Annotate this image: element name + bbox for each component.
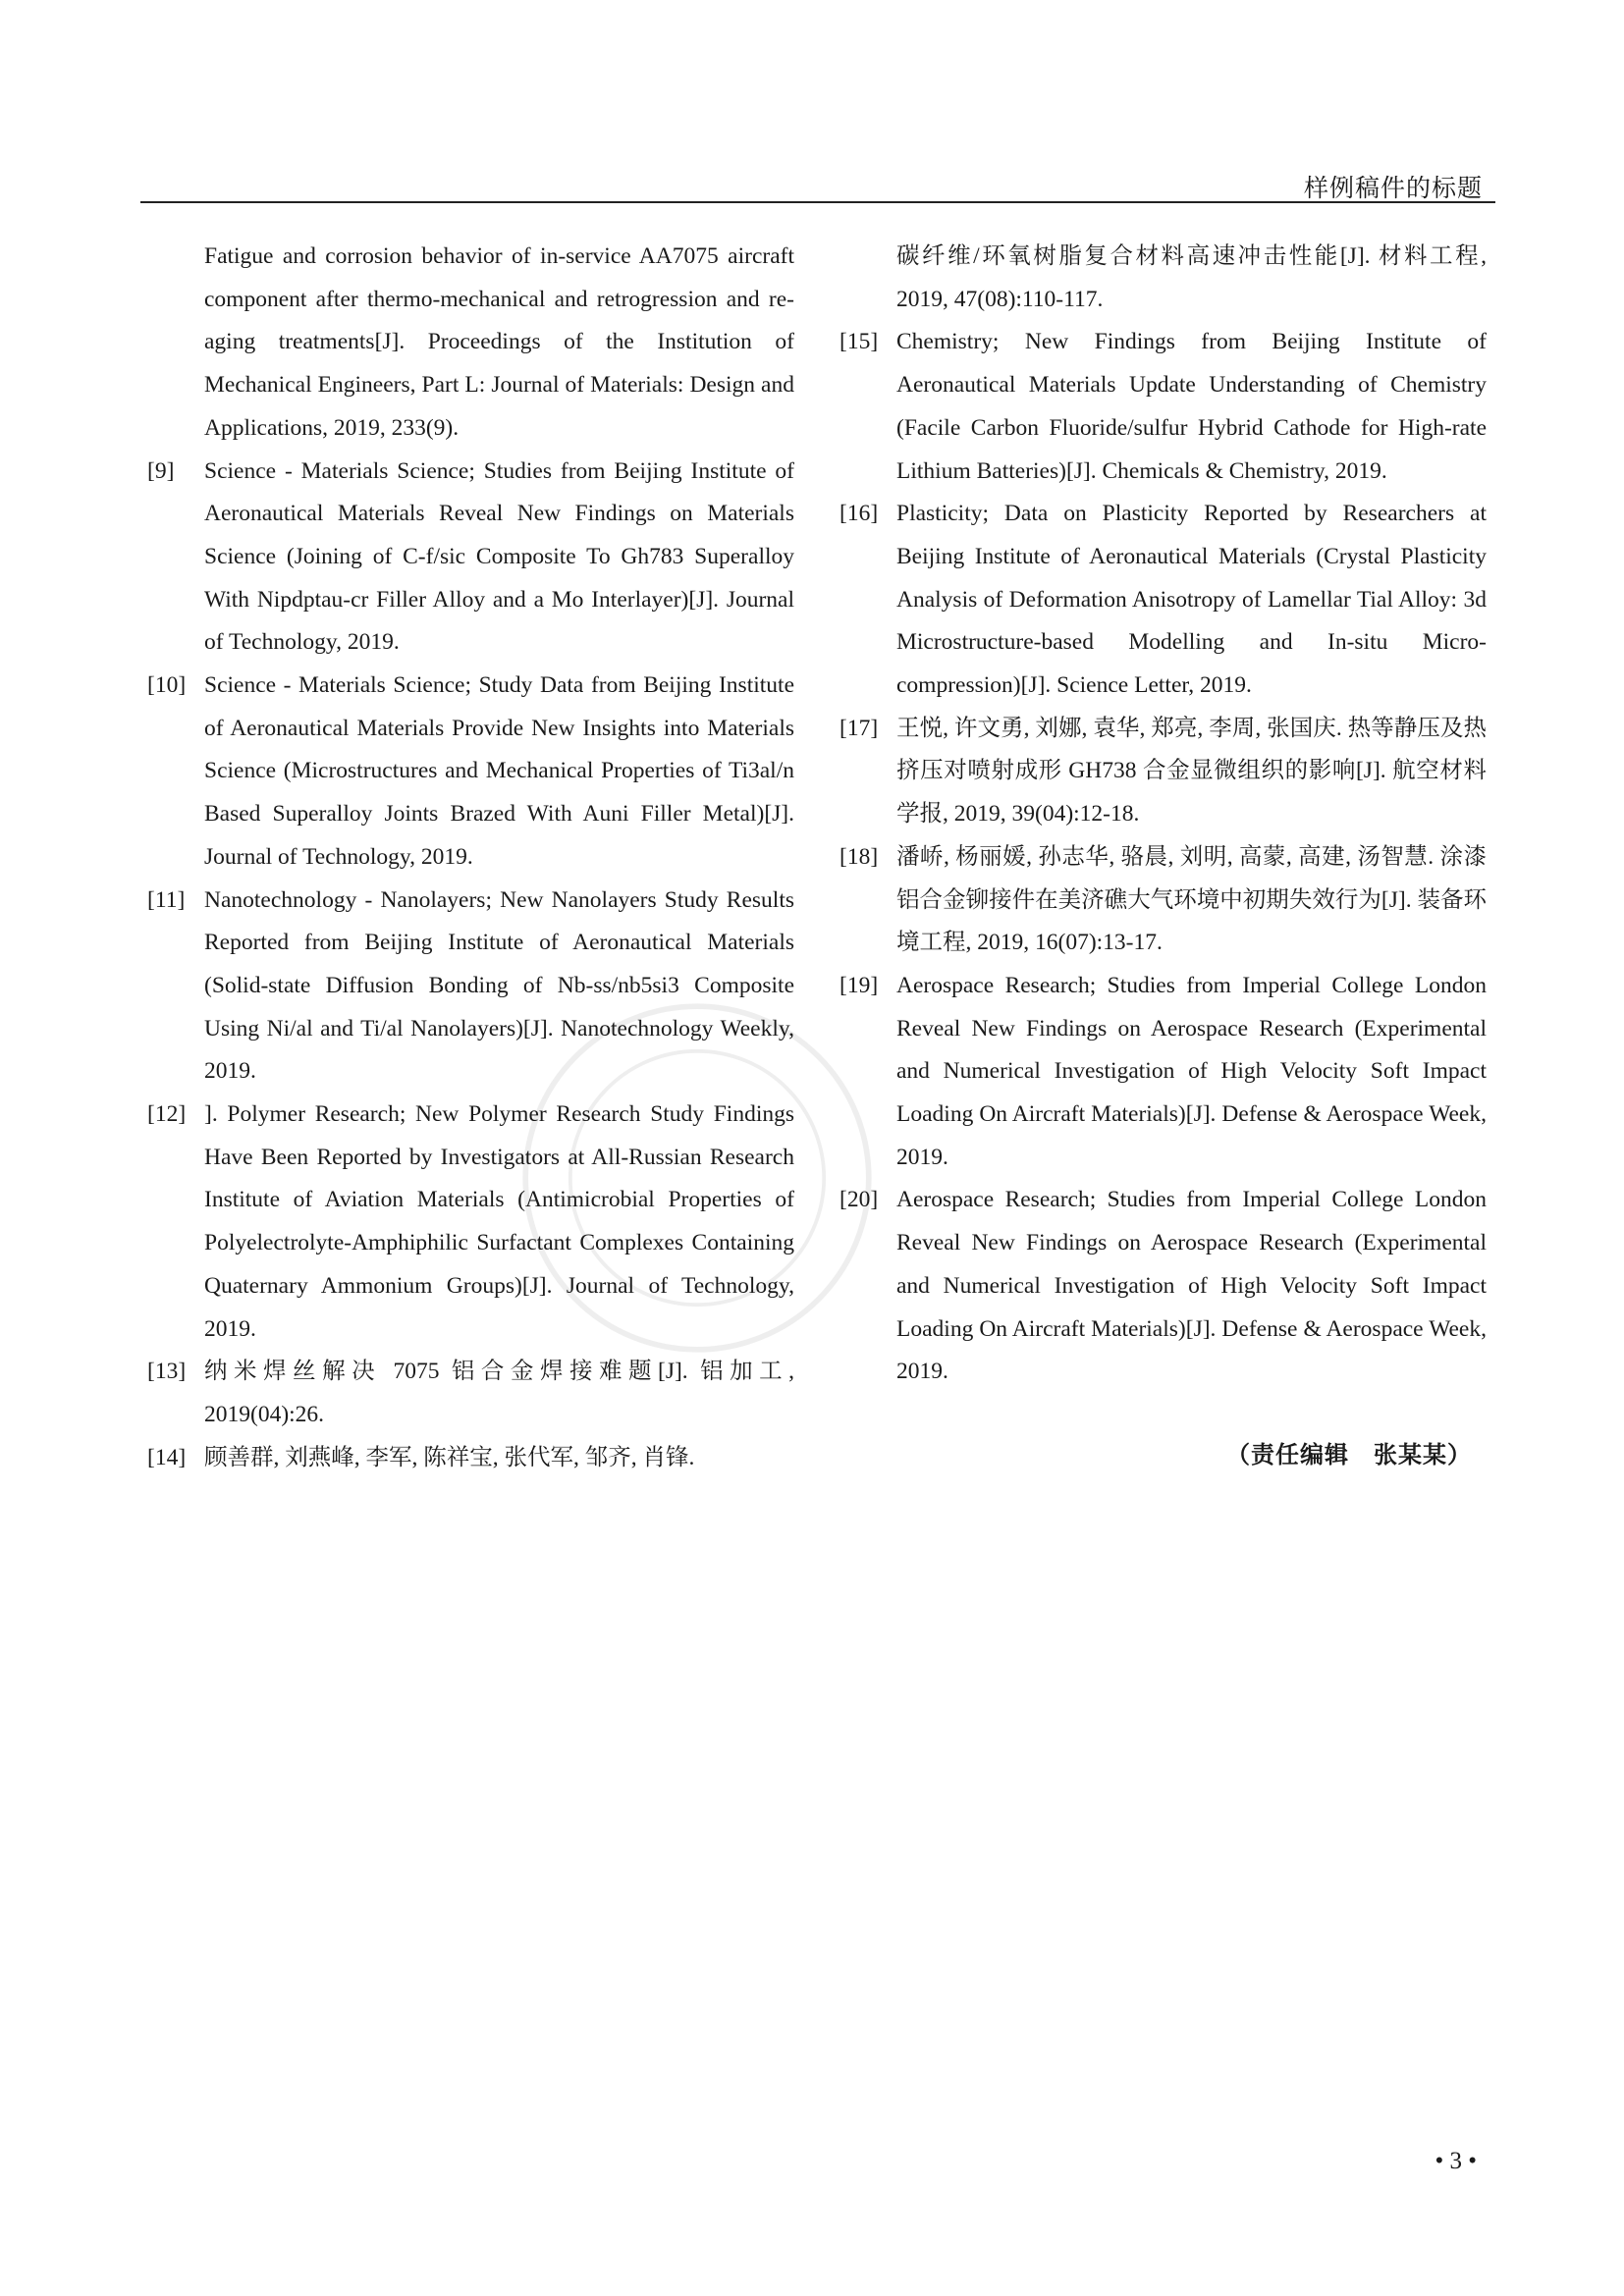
reference-item xyxy=(147,451,794,666)
reference-number: [14] xyxy=(147,1444,187,1470)
reference-number: [20] xyxy=(839,1187,879,1213)
reference-item xyxy=(839,965,1487,1180)
reference-text: Science - Materials Science; Study Data from Beijing Institute of Aeronautical Materials Provide New Insights into Materials Science (Microstructures and Mechanical Properties of Ti3al/n Based Superalloy Joints Brazed With Auni Filler Metal)[J]. Journal of Technology, 2019. xyxy=(204,672,794,870)
reference-text: Nanotechnology - Nanolayers; New Nanolayers Study Results Reported from Beijing Institute of Aeronautical Materials (Solid-state Diffusion Bonding of Nb-ss/nb5si3 Composite Using Ni/al and Ti/al Nanolayers)[J]. Nanotechnology Weekly, 2019. xyxy=(204,886,794,1085)
reference-item xyxy=(839,708,1487,836)
reference-number: [15] xyxy=(839,329,879,355)
reference-number: [12] xyxy=(147,1101,187,1128)
reference-item xyxy=(147,1094,794,1351)
reference-item xyxy=(839,321,1487,493)
reference-text: Plasticity; Data on Plasticity Reported by Researchers at Beijing Institute of Aeronautical Materials (Crystal Plasticity Analysis of Deformation Anisotropy of Lamellar Tial Alloy: 3d Microstructure-based Modelling and In-situ Micro-compression)[J]. Science Letter, 2019. xyxy=(896,501,1487,699)
reference-number: [16] xyxy=(839,501,879,527)
reference-text: ]. Polymer Research; New Polymer Research Study Findings Have Been Reported by Investigators at All-Russian Research Institute of Aviation Materials (Antimicrobial Properties of Polyelectrolyte-Amphiphilic Surfactant Complexes Containing Quaternary Ammonium Groups)[J]. Journal of Technology, 2019. xyxy=(204,1101,794,1342)
right-column xyxy=(839,236,1487,1394)
reference-text: Chemistry; New Findings from Beijing Institute of Aeronautical Materials Update Understanding of Chemistry (Facile Carbon Fluoride/sulfur Hybrid Cathode for High-rate Lithium Batteries)[J]. Chemicals & Chemistry, 2019. xyxy=(896,329,1487,484)
responsible-editor-note: （责任编辑 张某某） xyxy=(1226,1441,1472,1468)
reference-item xyxy=(147,665,794,880)
reference-text: Aerospace Research; Studies from Imperial College London Reveal New Findings on Aerospace Research (Experimental and Numerical Investigation of High Velocity Soft Impact Loading On Aircraft Materials)[J]. Defense & Aerospace Week, 2019. xyxy=(896,1187,1487,1385)
reference-number: [10] xyxy=(147,672,187,699)
reference-text: 顾善群, 刘燕峰, 李军, 陈祥宝, 张代军, 邹齐, 肖锋. xyxy=(204,1444,695,1470)
reference-text: Aerospace Research; Studies from Imperial College London Reveal New Findings on Aerospace Research (Experimental and Numerical Investigation of High Velocity Soft Impact Loading On Aircraft Materials)[J]. Defense & Aerospace Week, 2019. xyxy=(896,972,1487,1170)
reference-number: [11] xyxy=(147,886,186,913)
reference-text: 潘峤, 杨丽媛, 孙志华, 骆晨, 刘明, 高蒙, 高建, 汤智慧. 涂漆铝合金铆接件在美济礁大气环境中初期失效行为[J]. 装备环境工程, 2019, 16(07):13-17. xyxy=(896,843,1487,956)
running-header-title: 样例稿件的标题 xyxy=(1303,174,1483,202)
header-rule xyxy=(140,201,1495,203)
reference-continuation: 碳纤维/环氧树脂复合材料高速冲击性能[J]. 材料工程, 2019, 47(08):110-117. xyxy=(896,243,1487,312)
reference-text: Science - Materials Science; Studies from Beijing Institute of Aeronautical Materials Reveal New Findings on Materials Science (Joining of C-f/sic Composite To Gh783 Superalloy With Nipdptau-cr Filler Alloy and a Mo Interlayer)[J]. Journal of Technology, 2019. xyxy=(204,457,794,656)
reference-number: [9] xyxy=(147,457,175,484)
reference-item xyxy=(839,836,1487,965)
page-number: • 3 • xyxy=(1435,2148,1477,2174)
reference-item xyxy=(147,880,794,1095)
reference-number: [19] xyxy=(839,972,879,998)
reference-text: 王悦, 许文勇, 刘娜, 袁华, 郑亮, 李周, 张国庆. 热等静压及热挤压对喷射成形 GH738 合金显微组织的影响[J]. 航空材料学报, 2019, 39(04):12-18. xyxy=(896,715,1487,828)
reference-number: [18] xyxy=(839,843,879,870)
left-column xyxy=(147,236,794,1479)
reference-item xyxy=(839,1179,1487,1394)
reference-item xyxy=(147,1437,794,1480)
reference-number: [17] xyxy=(839,715,879,741)
reference-number: [13] xyxy=(147,1359,187,1385)
reference-item xyxy=(839,493,1487,708)
reference-continuation: Fatigue and corrosion behavior of in-service AA7075 aircraft component after thermo-mechanical and retrogression and re-aging treatments[J]. Proceedings of the Institution of Mechanical Engineers, Part L: Journal of Materials: Design and Applications, 2019, 233(9). xyxy=(204,243,794,441)
reference-text: 纳米焊丝解决 7075 铝合金焊接难题[J]. 铝加工, 2019(04):26. xyxy=(204,1359,794,1427)
reference-item xyxy=(147,1351,794,1436)
